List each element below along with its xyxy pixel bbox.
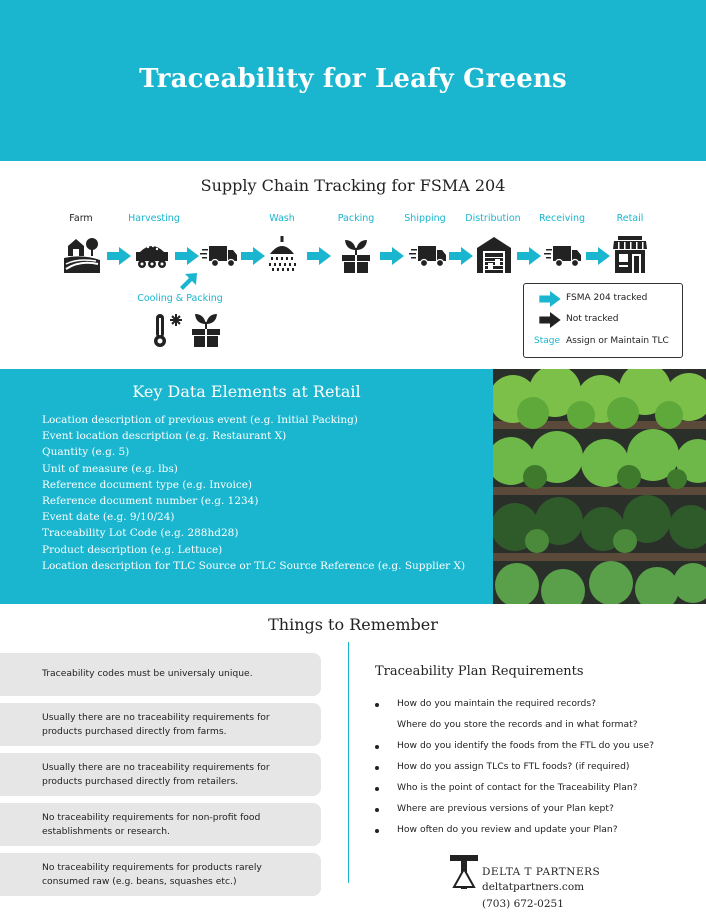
kde-item: Quantity (e.g. 5) (42, 446, 130, 459)
flow-arrow (106, 247, 132, 265)
legend (523, 283, 683, 358)
bullet-icon (375, 808, 379, 812)
packing-box-icon (189, 310, 223, 348)
seedling-box-icon (340, 236, 372, 274)
company-name: DELTA T PARTNERS (482, 866, 601, 878)
flow-arrow (240, 247, 266, 265)
harvester-icon (134, 240, 170, 270)
thermometer-icon (150, 312, 186, 348)
flow-arrow (306, 247, 332, 265)
kde-item: Unit of measure (e.g. lbs) (42, 462, 178, 475)
plan-item: Who is the point of contact for the Traceability Plan? (397, 782, 638, 793)
receiving-truck-icon (544, 244, 582, 268)
plan-item: How often do you review and update your Plan? (397, 824, 618, 835)
truck-icon (200, 244, 238, 268)
plan-item: Where do you store the records and in what format? (397, 719, 638, 730)
remember-card-text: Traceability codes must be universaly unique. (42, 668, 253, 679)
remember-card-text: Usually there are no traceability requirements for products purchased directly from farms. (42, 712, 270, 737)
kde-item: Product description (e.g. Lettuce) (42, 543, 223, 556)
legend-stage (524, 335, 682, 351)
stage-label-shipping: Shipping (404, 213, 446, 224)
plan-item: How do you identify the foods from the FTL do you use? (397, 740, 654, 751)
stage-label-wash: Wash (269, 213, 295, 224)
kde-list (42, 412, 465, 574)
kde-item: Event location description (e.g. Restaurant X) (42, 430, 287, 443)
plan-item: Where are previous versions of your Plan kept? (397, 803, 614, 814)
header-banner (0, 0, 706, 161)
company-phone: (703) 672-0251 (482, 898, 564, 910)
key-data-elements-panel (0, 369, 493, 604)
bullet-icon (375, 787, 379, 791)
kde-title: Key Data Elements at Retail (132, 382, 361, 401)
farm-icon (62, 236, 102, 274)
stage-label-cooling-packing: Cooling & Packing (137, 293, 223, 304)
flow-arrow (448, 247, 474, 265)
tracked-arrow-icon (538, 291, 562, 307)
remember-card (0, 703, 321, 746)
stage-label-packing: Packing (337, 213, 375, 224)
stage-label-receiving: Receiving (538, 213, 586, 224)
flow-arrow-diagonal (178, 270, 200, 292)
remember-card (0, 853, 321, 896)
bullet-icon (375, 703, 379, 707)
legend-not-tracked (524, 312, 682, 328)
bullet-icon (375, 829, 379, 833)
kde-item: Reference document type (e.g. Invoice) (42, 478, 253, 491)
legend-stage-desc: Assign or Maintain TLC (566, 336, 669, 346)
remember-card-text: No traceability requirements for products rarely consumed raw (e.g. beans, squashes etc.) (42, 862, 262, 887)
legend-stage-word: Stage (534, 336, 561, 346)
flow-arrow (516, 247, 542, 265)
plan-title: Traceability Plan Requirements (375, 664, 584, 679)
kde-item: Location description for TLC Source or TLC Source Reference (e.g. Supplier X) (42, 559, 466, 572)
things-to-remember-title: Things to Remember (268, 615, 438, 634)
store-icon (612, 236, 648, 274)
remember-card (0, 753, 321, 796)
remember-card (0, 653, 321, 696)
flow-arrow (585, 247, 611, 265)
supply-chain-title: Supply Chain Tracking for FSMA 204 (200, 176, 506, 195)
legend-not-tracked-label: Not tracked (566, 314, 619, 324)
plan-item: How do you assign TLCs to FTL foods? (if required) (397, 761, 630, 772)
column-divider (348, 642, 349, 883)
legend-tracked-label: FSMA 204 tracked (566, 293, 648, 303)
bullet-icon (375, 766, 379, 770)
page-title: Traceability for Leafy Greens (139, 64, 567, 94)
plan-item: How do you maintain the required records? (397, 698, 597, 709)
stage-label-retail: Retail (616, 213, 644, 224)
stage-label-distribution: Distribution (465, 213, 521, 224)
kde-item: Location description of previous event (e.g. Initial Packing) (42, 414, 358, 426)
kde-item: Reference document number (e.g. 1234) (42, 495, 259, 508)
shower-icon (266, 236, 298, 272)
flow-arrow (379, 247, 405, 265)
warehouse-icon (476, 236, 512, 274)
delta-t-logo-icon (450, 853, 478, 891)
kde-item: Event date (e.g. 9/10/24) (42, 511, 175, 524)
shipping-truck-icon (409, 244, 447, 268)
leafy-greens-photo (493, 369, 706, 604)
company-website[interactable]: deltatpartners.com (482, 881, 585, 893)
remember-card (0, 803, 321, 846)
remember-card-text: No traceability requirements for non-profit food establishments or research. (42, 812, 261, 837)
kde-item: Traceability Lot Code (e.g. 288hd28) (42, 527, 239, 540)
legend-tracked (524, 291, 682, 307)
stage-label-harvesting: Harvesting (128, 213, 180, 224)
untracked-arrow-icon (538, 312, 562, 328)
bullet-icon (375, 745, 379, 749)
remember-card-text: Usually there are no traceability requirements for products purchased directly from retailers. (42, 762, 270, 787)
stage-label-farm: Farm (69, 213, 93, 224)
flow-arrow (174, 247, 200, 265)
